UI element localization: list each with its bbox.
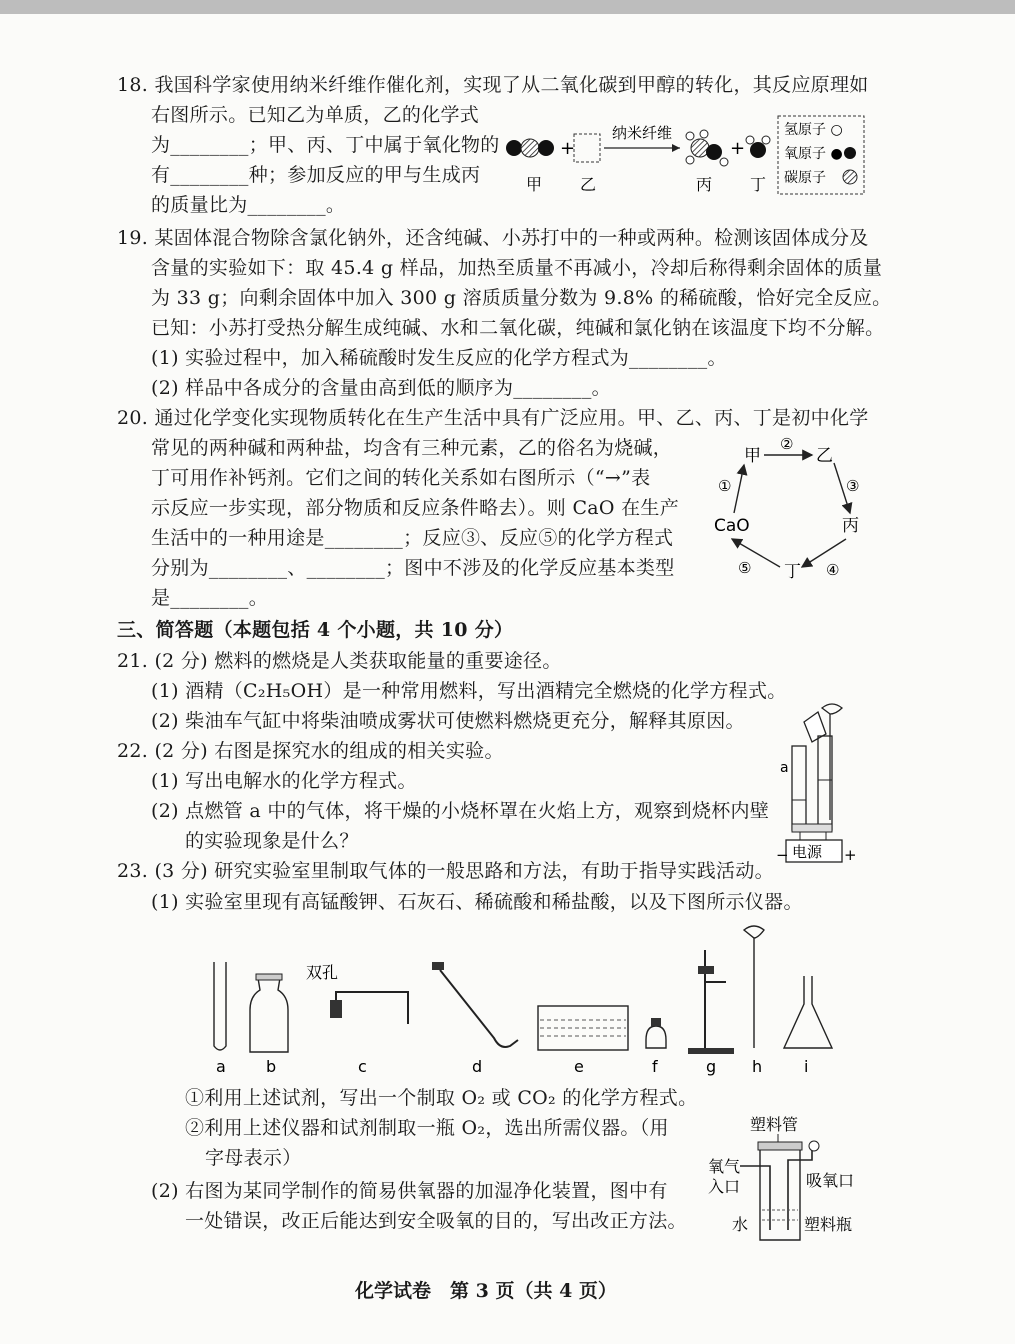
q21-sub2: (2) 柴油车气缸中将柴油喷成雾状可使燃料燃烧更充分，解释其原因。 — [151, 710, 745, 732]
label-r1: ① — [718, 477, 732, 495]
label-f: f — [652, 1057, 658, 1076]
q19-line3: 为 33 g；向剩余固体中加入 300 g 溶质质量分数为 9.8% 的稀硫酸，恰好完全反应。 — [151, 287, 892, 309]
q19-line4: 已知：小苏打受热分解生成纯碱、水和二氧化碳，纯碱和氯化钠在该温度下均不分解。 — [151, 317, 885, 339]
bottle-label: 塑料瓶 — [804, 1215, 853, 1234]
legend-oxygen: 氧原子 ● — [784, 146, 843, 162]
label-g: g — [706, 1057, 717, 1076]
outlet-label: 吸氧口 — [806, 1171, 855, 1190]
power-label: 电源 — [792, 843, 823, 861]
q23-choice1: ①利用上述试剂，写出一个制取 O₂ 或 CO₂ 的化学方程式。 — [185, 1087, 698, 1109]
legend-carbon: 碳原子 — [784, 170, 826, 186]
page-footer: 化学试卷 第 3 页（共 4 页） — [355, 1280, 617, 1302]
q20-line1: 20. 通过化学变化实现物质转化在生产生活中具有广泛应用。甲、乙、丙、丁是初中化学 — [117, 407, 869, 429]
molecule-ding-water — [746, 136, 770, 158]
legend-hydrogen: 氢原子 ○ — [784, 122, 843, 138]
oxygen-humidifier-diagram — [700, 1110, 870, 1260]
q23-sub2a: (2) 右图为某同学制作的简易供氧器的加湿净化装置，图中有 — [151, 1180, 668, 1202]
q20-line2: 常见的两种碱和两种盐，均含有三种元素，乙的俗名为烧碱， — [151, 437, 673, 459]
plus-sign-2: + — [730, 138, 746, 159]
q18-line4: 有________种；参加反应的甲与生成丙 — [151, 164, 481, 186]
lab-apparatus-row — [200, 920, 840, 1080]
label-r4: ④ — [826, 561, 840, 579]
node-ding: 丁 — [784, 562, 801, 582]
label-r3: ③ — [846, 477, 860, 495]
inlet-label: 入口 — [708, 1177, 741, 1196]
q20-line6: 分别为________、________；图中不涉及的化学反应基本类型 — [151, 557, 675, 579]
q20-line5: 生活中的一种用途是________；反应③、反应⑤的化学方程式 — [151, 527, 674, 549]
minus-label: − — [776, 846, 789, 864]
q23-choice2a: ②利用上述仪器和试剂制取一瓶 O₂，选出所需仪器。（用 — [185, 1117, 669, 1139]
label-h: h — [752, 1057, 763, 1076]
q18-reaction-diagram — [500, 112, 870, 202]
label-ding: 丁 — [750, 175, 767, 194]
q21-sub1: (1) 酒精（C₂H₅OH）是一种常用燃料，写出酒精完全燃烧的化学方程式。 — [151, 680, 787, 702]
q20-line4: 示反应一步实现，部分物质和反应条件略去）。则 CaO 在生产 — [151, 497, 680, 519]
q22-sub1: (1) 写出电解水的化学方程式。 — [151, 770, 417, 792]
q22-line1: 22. (2 分) 右图是探究水的组成的相关实验。 — [117, 740, 504, 762]
q19-sub1: (1) 实验过程中，加入稀硫酸时发生反应的化学方程式为________。 — [151, 347, 727, 369]
q21-line1: 21. (2 分) 燃料的燃烧是人类获取能量的重要途径。 — [117, 650, 562, 672]
label-yi: 乙 — [580, 175, 597, 194]
label-i: i — [804, 1057, 809, 1076]
q20-line3: 丁可用作补钙剂。它们之间的转化关系如右图所示（“→”表 — [151, 467, 651, 489]
double-hole-label: 双孔 — [306, 963, 339, 982]
molecule-yi-box — [574, 134, 600, 162]
node-jia: 甲 — [744, 446, 761, 466]
plastic-tube-label: 塑料管 — [750, 1115, 799, 1134]
catalyst-label: 纳米纤维 — [612, 124, 673, 142]
label-jia: 甲 — [526, 175, 543, 194]
label-bing: 丙 — [696, 175, 713, 194]
q19-line2: 含量的实验如下：取 45.4 g 样品，加热至质量不再减小，冷却后称得剩余固体的质量 — [151, 257, 883, 279]
q18-line1: 18. 我国科学家使用纳米纤维作催化剂，实现了从二氧化碳到甲醇的转化，其反应原理如 — [117, 74, 869, 96]
q23-sub2b: 一处错误，改正后能达到安全吸氧的目的，写出改正方法。 — [185, 1210, 687, 1232]
q20-cycle-diagram — [700, 435, 880, 585]
plus-sign-1: + — [560, 138, 576, 159]
label-c: c — [358, 1057, 367, 1076]
label-d: d — [472, 1057, 483, 1076]
arrow-1 — [734, 465, 744, 513]
q18-line3: 为________；甲、丙、丁中属于氧化物的 — [151, 134, 500, 156]
section3-title: 三、简答题（本题包括 4 个小题，共 10 分） — [117, 619, 514, 641]
q23-choice2b: 字母表示） — [205, 1147, 302, 1169]
label-r2: ② — [780, 435, 794, 453]
q18-line5: 的质量比为________。 — [151, 194, 346, 216]
q22-sub2a: (2) 点燃管 a 中的气体，将干燥的小烧杯罩在火焰上方，观察到烧杯内壁 — [151, 800, 770, 822]
molecule-bing-methanol — [686, 130, 728, 166]
molecule-jia-co2 — [506, 139, 554, 157]
node-bing: 丙 — [842, 516, 859, 536]
plus-label: + — [844, 846, 857, 864]
q18-line2: 右图所示。已知乙为单质，乙的化学式 — [151, 104, 480, 126]
q23-sub1: (1) 实验室里现有高锰酸钾、石灰石、稀硫酸和稀盐酸，以及下图所示仪器。 — [151, 891, 803, 913]
q23-line1: 23. (3 分) 研究实验室里制取气体的一般思路和方法，有助于指导实践活动。 — [117, 860, 774, 882]
q19-sub2: (2) 样品中各成分的含量由高到低的顺序为________。 — [151, 377, 611, 399]
scan-top-edge — [0, 0, 1015, 14]
electrolysis-apparatus — [770, 700, 860, 870]
label-a: a — [216, 1057, 226, 1076]
oxygen-label: 氧气 — [708, 1157, 741, 1176]
tube-a-label: a — [780, 760, 789, 776]
water-label: 水 — [732, 1215, 749, 1234]
q22-sub2b: 的实验现象是什么？ — [185, 830, 359, 852]
node-cao: CaO — [714, 516, 750, 536]
apparatus-labels — [216, 1057, 808, 1076]
label-b: b — [266, 1057, 277, 1076]
label-e: e — [574, 1057, 584, 1076]
label-r5: ⑤ — [738, 559, 752, 577]
node-yi: 乙 — [816, 446, 833, 466]
q20-line7: 是________。 — [151, 587, 268, 609]
q19-line1: 19. 某固体混合物除含氯化钠外，还含纯碱、小苏打中的一种或两种。检测该固体成分及 — [117, 227, 869, 249]
